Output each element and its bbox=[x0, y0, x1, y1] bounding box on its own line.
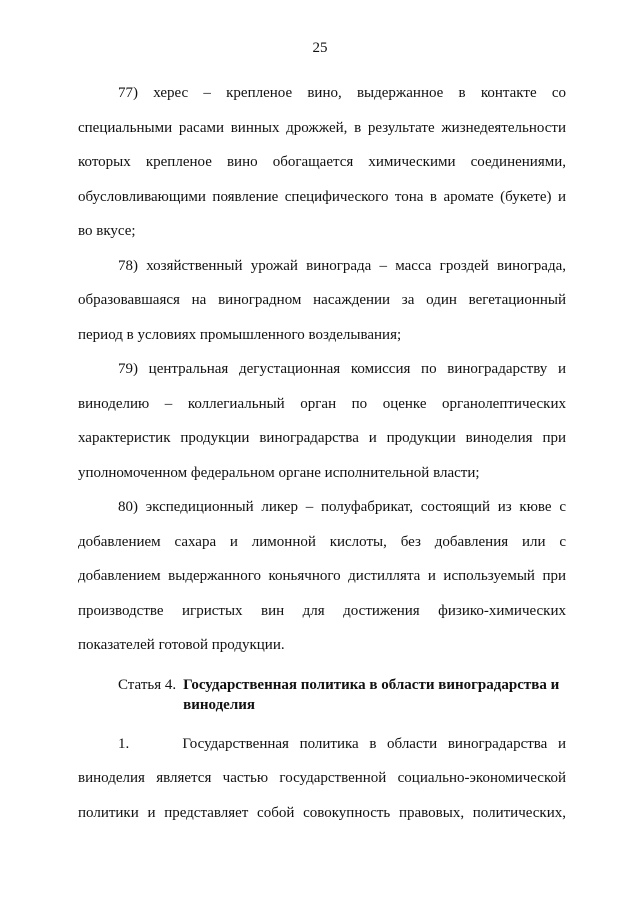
paragraph-line: виноделию – коллегиальный орган по оценке органолептических bbox=[78, 395, 566, 412]
paragraph-line: 1. Государственная политика в области виноградарства и bbox=[118, 735, 566, 752]
paragraph-line: добавлением выдержанного коньячного дистиллята и используемый при bbox=[78, 568, 566, 584]
paragraph-78 bbox=[78, 249, 566, 353]
paragraph-line: добавлением сахара и лимонной кислоты, без добавления или с bbox=[78, 533, 566, 550]
paragraph-1 bbox=[78, 727, 566, 831]
paragraph-line: политики и представляет собой совокупность правовых, политических, bbox=[78, 804, 566, 821]
paragraph-line: 80) экспедиционный ликер – полуфабрикат, состоящий из кюве с bbox=[118, 499, 566, 515]
paragraph-line: образовавшаяся на виноградном насаждении за один вегетационный bbox=[78, 292, 566, 308]
paragraph-77 bbox=[78, 76, 566, 249]
paragraph-line: 79) центральная дегустационная комиссия по виноградарству и bbox=[118, 361, 566, 377]
paragraph-line: производстве игристых вин для достижения физико-химических bbox=[78, 602, 566, 619]
paragraph-line: обусловливающими появление специфического тона в аромате (букете) и bbox=[78, 188, 566, 205]
paragraph-80 bbox=[78, 490, 566, 663]
paragraph-line: во вкусе; bbox=[78, 223, 136, 239]
paragraph-79 bbox=[78, 352, 566, 490]
paragraph-line: показателей готовой продукции. bbox=[78, 637, 285, 653]
article-label: Статья 4. bbox=[118, 676, 177, 693]
paragraph-line: характеристик продукции виноградарства и продукции виноделия при bbox=[78, 430, 566, 446]
paragraph-line: которых крепленое вино обогащается химическими соединениями, bbox=[78, 154, 566, 170]
article-heading bbox=[78, 675, 566, 715]
paragraph-line: уполномоченном федеральном органе исполнительной власти; bbox=[78, 464, 480, 481]
paragraph-line: 77) херес – крепленое вино, выдержанное в контакте со bbox=[118, 85, 566, 101]
document-body bbox=[78, 76, 566, 830]
paragraph-line: специальными расами винных дрожжей, в результате жизнедеятельности bbox=[78, 119, 566, 136]
paragraph-line: виноделия является частью государственной социально-экономической bbox=[78, 770, 566, 786]
paragraph-line: период в условиях промышленного возделывания; bbox=[78, 326, 402, 343]
page-number: 25 bbox=[312, 40, 328, 56]
article-title: Государственная политика в области виноградарства и виноделия bbox=[183, 676, 560, 713]
paragraph-line: 78) хозяйственный урожай винограда – масса гроздей винограда, bbox=[118, 257, 566, 274]
